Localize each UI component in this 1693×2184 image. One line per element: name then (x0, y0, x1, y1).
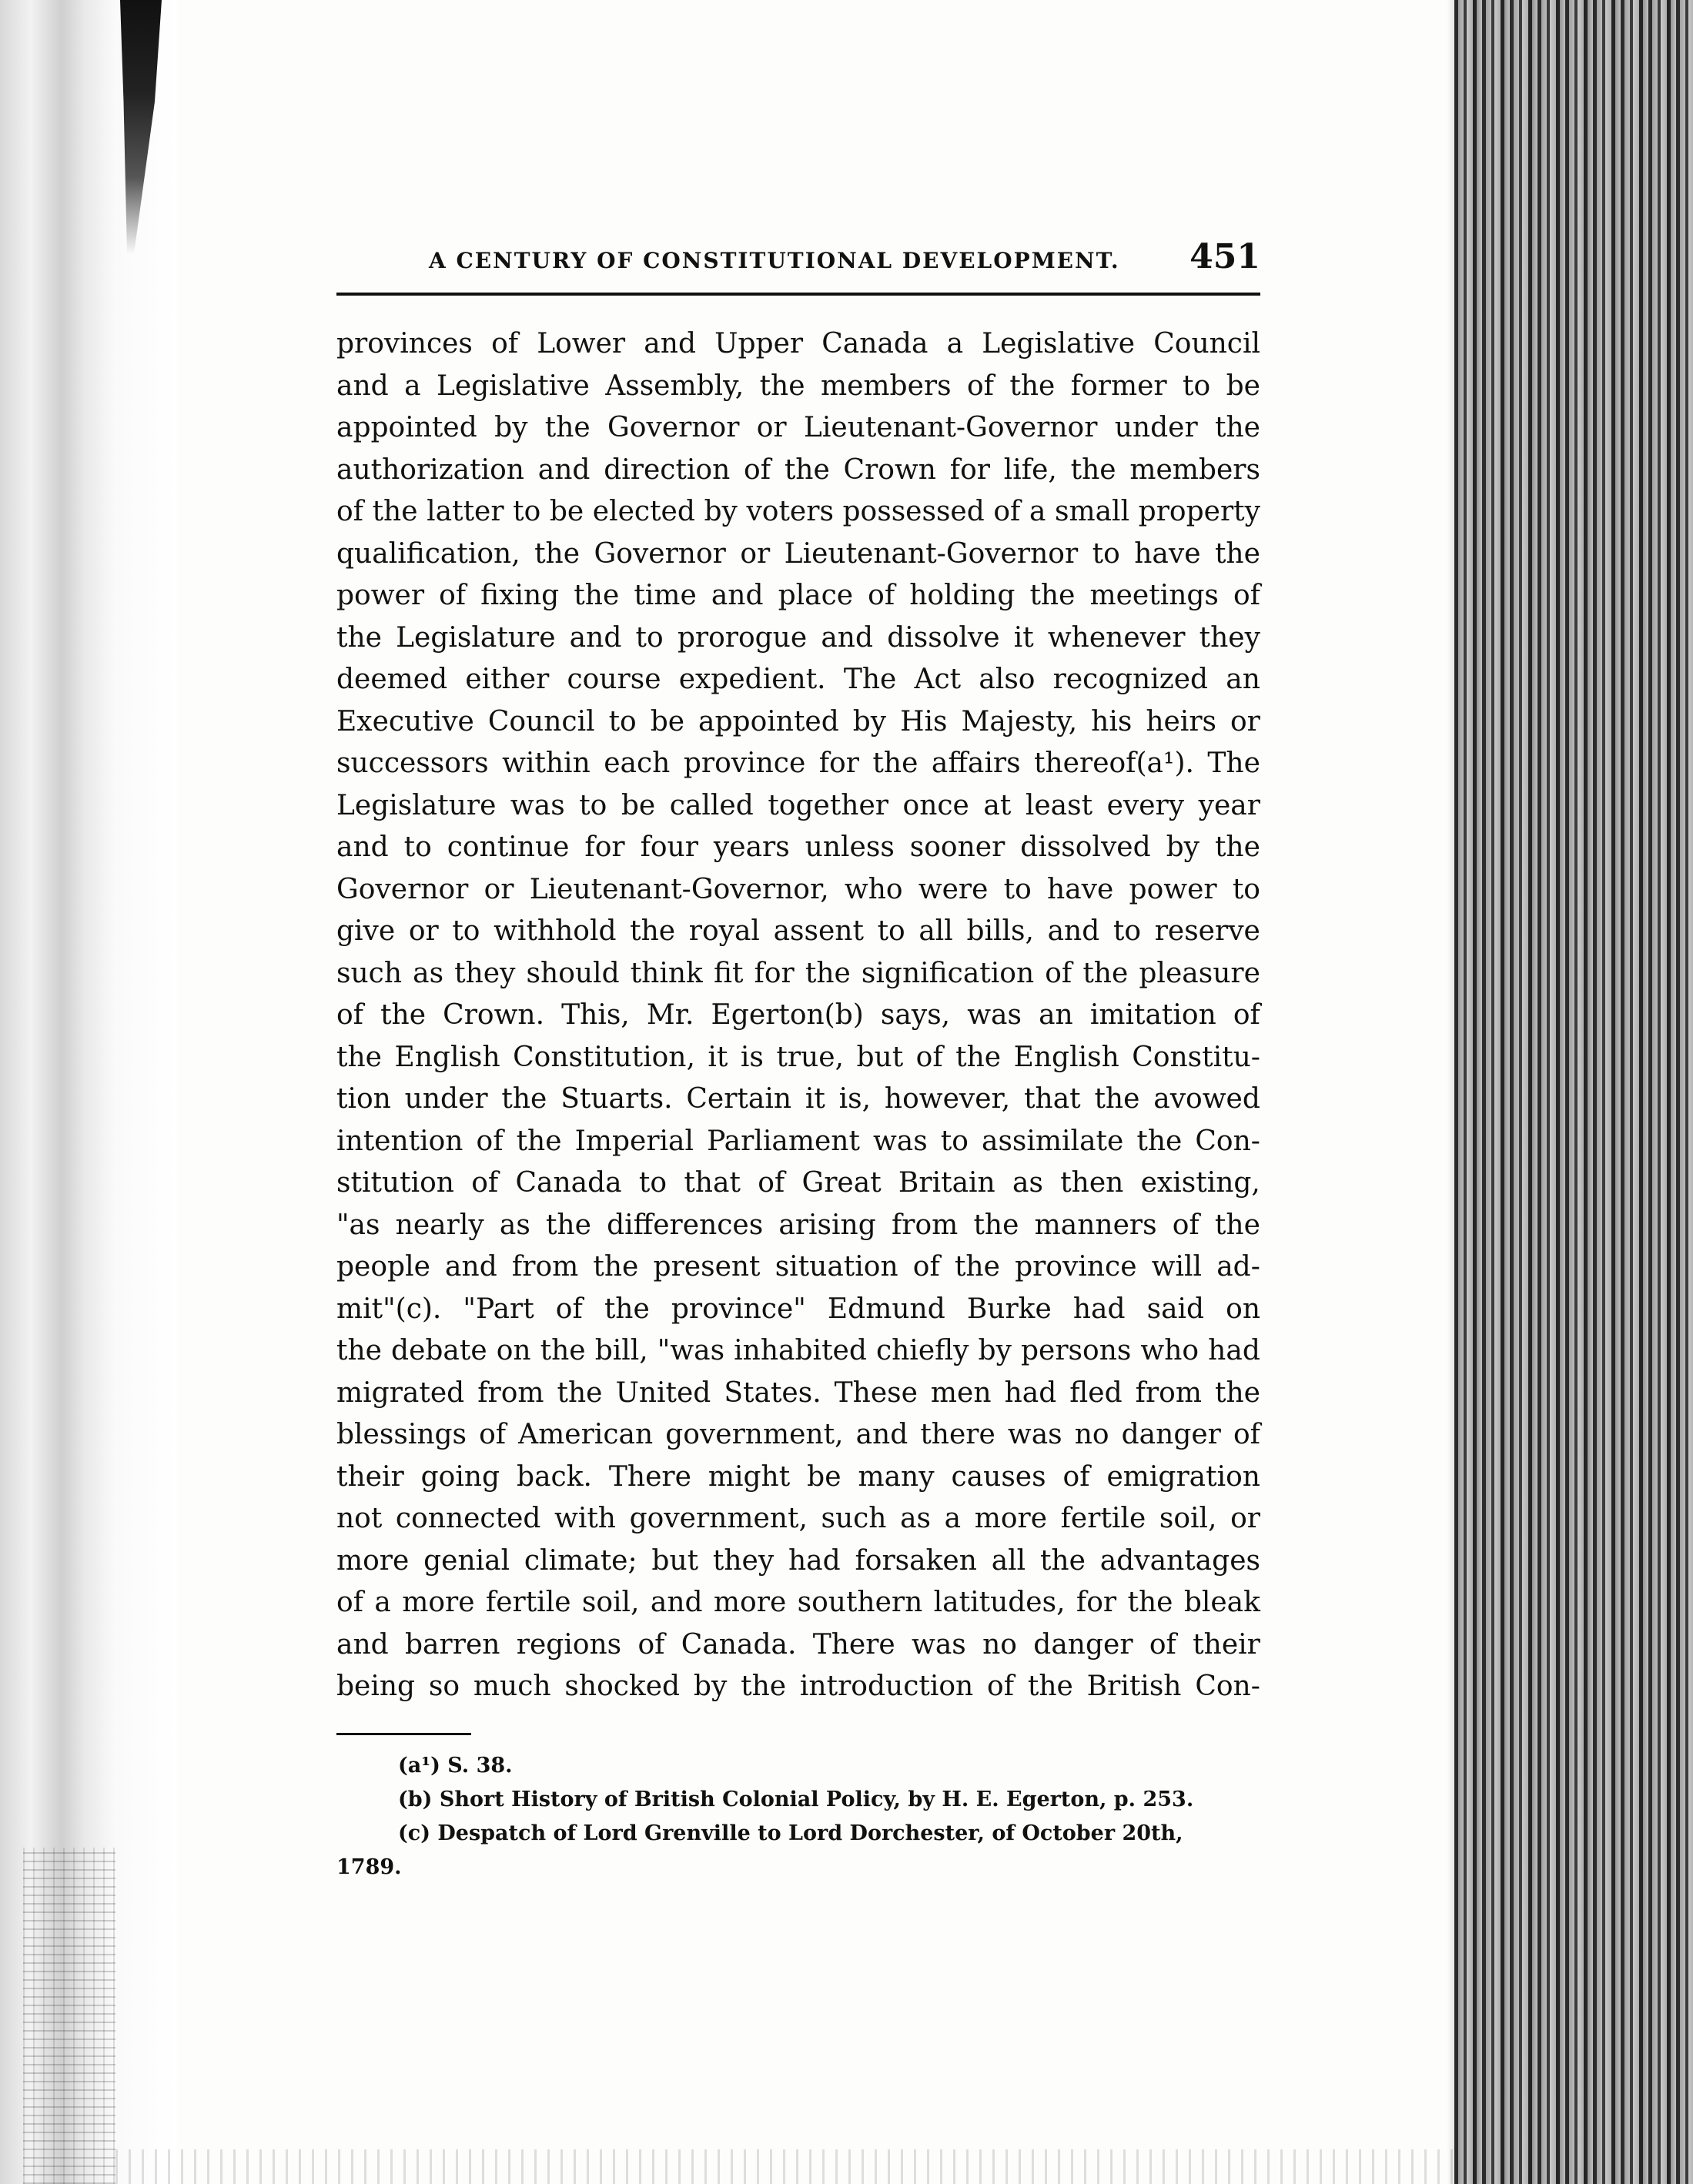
body-line: deemed either course expedient. The Act also recognized an (336, 664, 1260, 695)
body-line: tion under the Stuarts. Certain it is, however, that the avowed (336, 1083, 1260, 1115)
body-line: migrated from the United States. These men had fled from the (336, 1376, 1260, 1409)
footnote-b: (b) Short History of British Colonial Policy, by H. E. Egerton, p. 253. (398, 1787, 1194, 1811)
body-line: appointed by the Governor or Lieutenant-Governor under the (336, 412, 1260, 443)
footnotes (336, 1749, 1260, 1885)
body-line: Legislature was to be called together once at least every year (336, 789, 1260, 821)
body-line: qualification, the Governor or Lieutenant-Governor to have the (336, 537, 1260, 570)
body-line: their going back. There might be many causes of emigration (336, 1460, 1260, 1493)
body-line: authorization and direction of the Crown for life, the members (336, 453, 1260, 486)
body-line: and a Legislative Assembly, the members of the former to be (336, 370, 1260, 402)
body-line: more genial climate; but they had forsaken all the advantages (336, 1544, 1260, 1577)
body-line: stitution of Canada to that of Great Britain as then existing, (336, 1167, 1260, 1199)
body-line: of a more fertile soil, and more southern latitudes, for the bleak (336, 1587, 1260, 1618)
body-line: Governor or Lieutenant-Governor, who were to have power to (336, 873, 1260, 905)
footnote-a1: (a¹) S. 38. (398, 1753, 513, 1778)
page-edge-stripe (1454, 0, 1693, 2184)
body-line: not connected with government, such as a more fertile soil, or (336, 1503, 1260, 1534)
body-line: provinces of Lower and Upper Canada a Legislative Council (336, 328, 1260, 360)
body-line: "as nearly as the differences arising from the manners of the (336, 1209, 1260, 1241)
footnote-rule (336, 1733, 471, 1735)
footnote-c-continued: 1789. (336, 1855, 402, 1879)
body-line: give or to withhold the royal assent to all bills, and to reserve (336, 915, 1260, 947)
body-line: being so much shocked by the introduction of the British Con- (336, 1671, 1260, 1702)
body-line: and barren regions of Canada. There was no danger of their (336, 1628, 1260, 1661)
running-head (336, 231, 1260, 296)
body-line: of the latter to be elected by voters possessed of a small property (336, 496, 1260, 527)
scan-noise-bottom (115, 2149, 1455, 2184)
body-line: successors within each province for the affairs thereof(a¹). The (336, 748, 1260, 779)
body-line: the debate on the bill, "was inhabited chiefly by persons who had (336, 1335, 1260, 1366)
body-line: the English Constitution, it is true, but of the English Constitu- (336, 1041, 1260, 1073)
body-line: mit"(c). "Part of the province" Edmund Burke had said on (336, 1293, 1260, 1325)
body-line: people and from the present situation of the province will ad- (336, 1251, 1260, 1283)
body-line: power of fixing the time and place of holding the meetings of (336, 580, 1260, 611)
page-content (336, 231, 1260, 1885)
body-line: intention of the Imperial Parliament was to assimilate the Con- (336, 1125, 1260, 1157)
scan-noise-left (23, 1848, 115, 2184)
body-line: Executive Council to be appointed by His Majesty, his heirs or (336, 705, 1260, 737)
body-line: and to continue for four years unless sooner dissolved by the (336, 831, 1260, 863)
body-line: of the Crown. This, Mr. Egerton(b) says, was an imitation of (336, 999, 1260, 1031)
body-line: such as they should think fit for the signification of the pleasure (336, 957, 1260, 989)
body-text (336, 323, 1260, 1708)
body-line: blessings of American government, and there was no danger of (336, 1419, 1260, 1450)
page-number: 451 (1189, 237, 1260, 276)
footnote-c: (c) Despatch of Lord Grenville to Lord Dorchester, of October 20th, (398, 1821, 1183, 1845)
body-line: the Legislature and to prorogue and dissolve it whenever they (336, 621, 1260, 654)
running-head-title: A CENTURY OF CONSTITUTIONAL DEVELOPMENT. (429, 248, 1120, 273)
